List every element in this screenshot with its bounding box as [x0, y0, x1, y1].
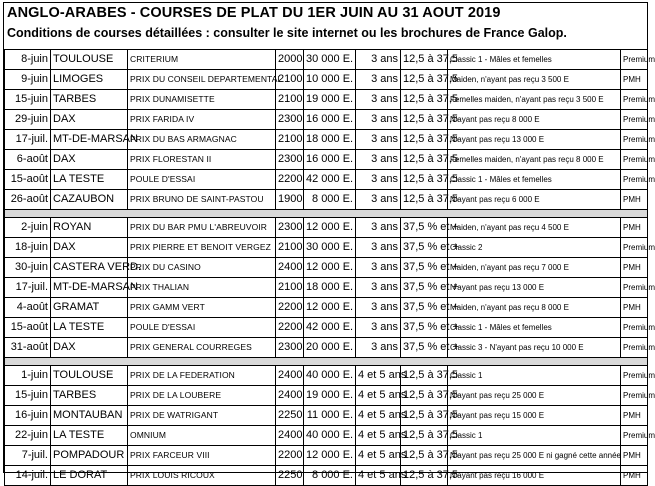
race-weight-range: 12,5 à 37,5 [401, 110, 448, 130]
race-venue: TOULOUSE [51, 366, 128, 386]
race-conditions: N'ayant pas reçu 13 000 E [448, 130, 621, 150]
race-label: Premium [621, 366, 648, 386]
race-weight-range: 12,5 à 37,5 [401, 170, 448, 190]
race-distance: 2300 [276, 150, 304, 170]
race-name: PRIX DU CONSEIL DEPARTEMENTAL [128, 70, 276, 90]
race-date: 17-juil. [5, 130, 51, 150]
race-weight-range: 12,5 à 37,5 [401, 466, 448, 486]
race-age: 4 et 5 ans [356, 446, 401, 466]
race-venue: LA TESTE [51, 426, 128, 446]
race-row [5, 258, 648, 278]
race-prize: 8 000 E. [304, 466, 356, 486]
race-label: Premium [621, 150, 648, 170]
race-weight-range: 12,5 à 37,5 [401, 130, 448, 150]
race-prize: 16 000 E. [304, 150, 356, 170]
race-distance: 1900 [276, 190, 304, 210]
race-age: 3 ans [356, 238, 401, 258]
race-schedule-sheet [3, 2, 655, 481]
race-date: 22-juin [5, 426, 51, 446]
race-name: PRIX THALIAN [128, 278, 276, 298]
race-conditions: Classic 3 - N'ayant pas reçu 10 000 E [448, 338, 621, 358]
race-weight-range: 37,5 % et + [401, 278, 448, 298]
race-conditions: N'ayant pas reçu 25 000 E ni gagné cette année [448, 446, 621, 466]
race-prize: 12 000 E. [304, 258, 356, 278]
race-weight-range: 12,5 à 37,5 [401, 190, 448, 210]
race-conditions: Femelles maiden, n'ayant pas reçu 3 500 E [448, 90, 621, 110]
race-date: 17-juil. [5, 278, 51, 298]
race-prize: 40 000 E. [304, 426, 356, 446]
race-distance: 2100 [276, 90, 304, 110]
race-age: 3 ans [356, 318, 401, 338]
race-venue: TARBES [51, 386, 128, 406]
race-conditions: N'ayant pas reçu 25 000 E [448, 386, 621, 406]
race-label: Premium [621, 130, 648, 150]
race-date: 30-juin [5, 258, 51, 278]
race-name: POULE D'ESSAI [128, 170, 276, 190]
race-age: 3 ans [356, 90, 401, 110]
race-conditions: N'ayant pas reçu 6 000 E [448, 190, 621, 210]
race-date: 2-juin [5, 218, 51, 238]
race-prize: 19 000 E. [304, 90, 356, 110]
race-age: 4 et 5 ans [356, 426, 401, 446]
race-weight-range: 12,5 à 37,5 [401, 406, 448, 426]
race-prize: 12 000 E. [304, 446, 356, 466]
race-conditions: Classic 1 - Mâles et femelles [448, 50, 621, 70]
race-row [5, 130, 648, 150]
race-name: PRIX GAMM VERT [128, 298, 276, 318]
race-date: 15-juin [5, 90, 51, 110]
race-distance: 2200 [276, 170, 304, 190]
race-conditions: N'ayant pas reçu 15 000 E [448, 406, 621, 426]
race-conditions: Classic 1 [448, 426, 621, 446]
race-venue: MT-DE-MARSAN [51, 130, 128, 150]
race-label: PMH [621, 218, 648, 238]
race-name: PRIX DE LA LOUBERE [128, 386, 276, 406]
race-distance: 2400 [276, 386, 304, 406]
section-separator [5, 358, 648, 366]
race-row [5, 366, 648, 386]
race-label: Premium [621, 50, 648, 70]
race-date: 1-juin [5, 366, 51, 386]
page-title: ANGLO-ARABES - COURSES DE PLAT DU 1ER JUIN AU 31 AOUT 2019 [7, 5, 501, 21]
race-venue: ROYAN [51, 218, 128, 238]
race-venue: LA TESTE [51, 170, 128, 190]
race-name: PRIX DU BAR PMU L'ABREUVOIR [128, 218, 276, 238]
race-age: 3 ans [356, 338, 401, 358]
race-label: PMH [621, 466, 648, 486]
race-prize: 19 000 E. [304, 386, 356, 406]
race-conditions: Maiden, n'ayant pas reçu 7 000 E [448, 258, 621, 278]
race-prize: 18 000 E. [304, 278, 356, 298]
race-row [5, 318, 648, 338]
race-prize: 30 000 E. [304, 238, 356, 258]
race-weight-range: 12,5 à 37,5 [401, 150, 448, 170]
race-label: Premium [621, 170, 648, 190]
race-venue: LA TESTE [51, 318, 128, 338]
race-distance: 2200 [276, 446, 304, 466]
race-date: 29-juin [5, 110, 51, 130]
race-venue: LIMOGES [51, 70, 128, 90]
race-age: 4 et 5 ans [356, 386, 401, 406]
race-conditions: N'ayant pas reçu 16 000 E [448, 466, 621, 486]
page-subtitle: Conditions de courses détaillées : consulter le site internet ou les brochures de France Galop. [7, 26, 567, 40]
race-distance: 2300 [276, 110, 304, 130]
race-label: Premium [621, 238, 648, 258]
race-venue: DAX [51, 110, 128, 130]
race-distance: 2300 [276, 218, 304, 238]
race-venue: CAZAUBON [51, 190, 128, 210]
race-age: 3 ans [356, 130, 401, 150]
race-date: 14-juil. [5, 466, 51, 486]
race-row [5, 386, 648, 406]
race-prize: 8 000 E. [304, 190, 356, 210]
race-label: Premium [621, 338, 648, 358]
race-name: PRIX DU BAS ARMAGNAC [128, 130, 276, 150]
section-separator-cell [5, 358, 648, 366]
race-date: 15-juin [5, 386, 51, 406]
race-prize: 11 000 E. [304, 406, 356, 426]
race-venue: TARBES [51, 90, 128, 110]
race-weight-range: 12,5 à 37,5 [401, 446, 448, 466]
race-age: 3 ans [356, 278, 401, 298]
race-distance: 2000 [276, 50, 304, 70]
race-row [5, 338, 648, 358]
race-weight-range: 37,5 % et + [401, 258, 448, 278]
race-date: 6-août [5, 150, 51, 170]
race-distance: 2200 [276, 298, 304, 318]
race-weight-range: 37,5 % et + [401, 218, 448, 238]
race-name: CRITERIUM [128, 50, 276, 70]
race-weight-range: 37,5 % et + [401, 318, 448, 338]
race-name: PRIX FARCEUR VIII [128, 446, 276, 466]
race-prize: 40 000 E. [304, 366, 356, 386]
race-name: PRIX LOUIS RICOUX [128, 466, 276, 486]
race-prize: 30 000 E. [304, 50, 356, 70]
race-name: OMNIUM [128, 426, 276, 446]
race-conditions: Classic 1 - Mâles et femelles [448, 170, 621, 190]
race-name: PRIX BRUNO DE SAINT-PASTOU [128, 190, 276, 210]
race-venue: MONTAUBAN [51, 406, 128, 426]
race-distance: 2400 [276, 426, 304, 446]
race-weight-range: 12,5 à 37,5 [401, 90, 448, 110]
race-weight-range: 12,5 à 37,5 [401, 50, 448, 70]
race-distance: 2100 [276, 70, 304, 90]
race-venue: DAX [51, 338, 128, 358]
race-label: PMH [621, 446, 648, 466]
race-date: 16-juin [5, 406, 51, 426]
race-label: PMH [621, 406, 648, 426]
race-distance: 2100 [276, 130, 304, 150]
race-label: Premium [621, 278, 648, 298]
race-date: 4-août [5, 298, 51, 318]
race-row [5, 298, 648, 318]
race-distance: 2300 [276, 338, 304, 358]
race-weight-range: 12,5 à 37,5 [401, 426, 448, 446]
race-age: 4 et 5 ans [356, 406, 401, 426]
race-label: Premium [621, 110, 648, 130]
race-label: PMH [621, 258, 648, 278]
race-row [5, 90, 648, 110]
race-age: 3 ans [356, 218, 401, 238]
race-weight-range: 37,5 % et + [401, 338, 448, 358]
race-name: POULE D'ESSAI [128, 318, 276, 338]
race-conditions: N'ayant pas reçu 13 000 E [448, 278, 621, 298]
race-prize: 42 000 E. [304, 170, 356, 190]
race-row [5, 426, 648, 446]
race-age: 3 ans [356, 190, 401, 210]
race-prize: 42 000 E. [304, 318, 356, 338]
race-date: 18-juin [5, 238, 51, 258]
race-name: PRIX FARIDA IV [128, 110, 276, 130]
race-conditions: N'ayant pas reçu 8 000 E [448, 110, 621, 130]
race-label: PMH [621, 298, 648, 318]
race-row [5, 238, 648, 258]
race-distance: 2250 [276, 406, 304, 426]
race-row [5, 278, 648, 298]
race-date: 31-août [5, 338, 51, 358]
race-prize: 18 000 E. [304, 130, 356, 150]
race-conditions: Maiden, n'ayant pas reçu 4 500 E [448, 218, 621, 238]
race-prize: 10 000 E. [304, 70, 356, 90]
race-prize: 20 000 E. [304, 338, 356, 358]
race-prize: 16 000 E. [304, 110, 356, 130]
race-age: 4 et 5 ans [356, 466, 401, 486]
race-conditions: Femelles maiden, n'ayant pas reçu 8 000 E [448, 150, 621, 170]
race-row [5, 70, 648, 90]
race-row [5, 190, 648, 210]
race-age: 3 ans [356, 70, 401, 90]
race-distance: 2200 [276, 318, 304, 338]
race-prize: 12 000 E. [304, 298, 356, 318]
race-age: 3 ans [356, 298, 401, 318]
race-conditions: Maiden, n'ayant pas reçu 3 500 E [448, 70, 621, 90]
race-age: 3 ans [356, 50, 401, 70]
race-venue: MT-DE-MARSAN [51, 278, 128, 298]
race-age: 3 ans [356, 258, 401, 278]
race-row [5, 170, 648, 190]
race-name: PRIX DUNAMISETTE [128, 90, 276, 110]
race-date: 9-juin [5, 70, 51, 90]
race-name: PRIX DU CASINO [128, 258, 276, 278]
race-distance: 2250 [276, 466, 304, 486]
race-date: 15-août [5, 170, 51, 190]
section-separator [5, 210, 648, 218]
race-distance: 2100 [276, 238, 304, 258]
race-label: Premium [621, 426, 648, 446]
race-weight-range: 12,5 à 37,5 [401, 366, 448, 386]
race-weight-range: 37,5 % et + [401, 298, 448, 318]
race-age: 4 et 5 ans [356, 366, 401, 386]
race-date: 15-août [5, 318, 51, 338]
race-table-body [5, 50, 655, 486]
race-name: PRIX DE WATRIGANT [128, 406, 276, 426]
race-row [5, 446, 648, 466]
race-conditions: Maiden, n'ayant pas reçu 8 000 E [448, 298, 621, 318]
race-label: PMH [621, 190, 648, 210]
race-conditions: Classic 1 - Mâles et femelles [448, 318, 621, 338]
race-age: 3 ans [356, 170, 401, 190]
race-prize: 12 000 E. [304, 218, 356, 238]
race-row [5, 50, 648, 70]
race-venue: DAX [51, 150, 128, 170]
race-label: Premium [621, 318, 648, 338]
race-venue: GRAMAT [51, 298, 128, 318]
race-label: Premium [621, 90, 648, 110]
race-table [4, 49, 655, 486]
race-label: Premium [621, 386, 648, 406]
race-row [5, 150, 648, 170]
race-venue: DAX [51, 238, 128, 258]
race-distance: 2100 [276, 278, 304, 298]
race-row [5, 110, 648, 130]
race-distance: 2400 [276, 366, 304, 386]
section-separator-cell [5, 210, 648, 218]
race-conditions: Classic 1 [448, 366, 621, 386]
race-name: PRIX GENERAL COURREGES [128, 338, 276, 358]
race-venue: TOULOUSE [51, 50, 128, 70]
race-venue: LE DORAT [51, 466, 128, 486]
race-distance: 2400 [276, 258, 304, 278]
race-name: PRIX DE LA FEDERATION [128, 366, 276, 386]
race-venue: POMPADOUR [51, 446, 128, 466]
race-weight-range: 12,5 à 37,5 [401, 386, 448, 406]
race-row [5, 218, 648, 238]
race-weight-range: 37,5 % et + [401, 238, 448, 258]
race-name: PRIX FLORESTAN II [128, 150, 276, 170]
race-date: 7-juil. [5, 446, 51, 466]
race-row [5, 406, 648, 426]
race-row [5, 466, 648, 486]
race-date: 26-août [5, 190, 51, 210]
race-label: PMH [621, 70, 648, 90]
race-date: 8-juin [5, 50, 51, 70]
race-name: PRIX PIERRE ET BENOIT VERGEZ [128, 238, 276, 258]
race-weight-range: 12,5 à 37,5 [401, 70, 448, 90]
race-age: 3 ans [356, 110, 401, 130]
race-venue: CASTERA VERD. [51, 258, 128, 278]
race-age: 3 ans [356, 150, 401, 170]
race-conditions: Classic 2 [448, 238, 621, 258]
